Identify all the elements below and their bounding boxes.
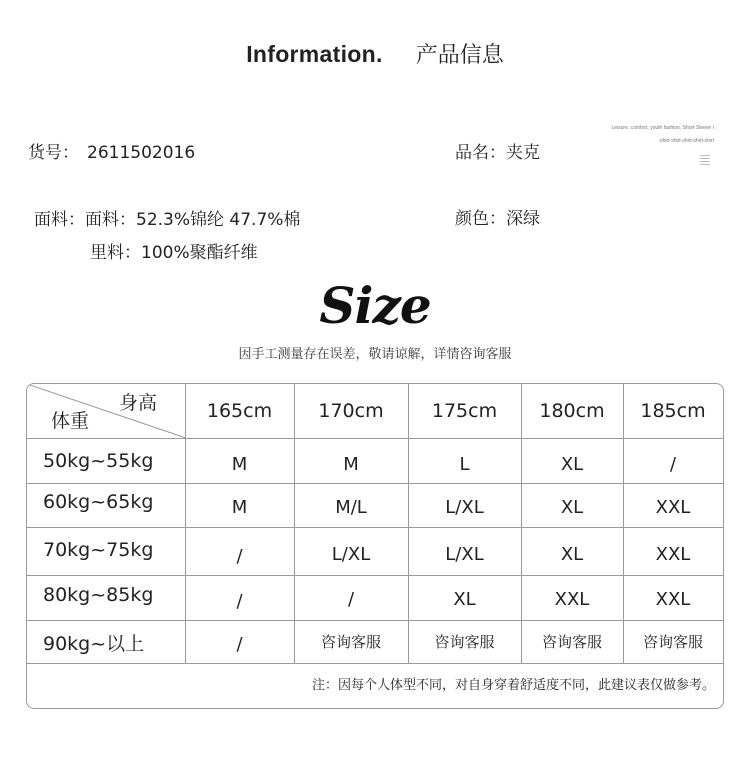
size-cell: XL <box>560 497 584 518</box>
table-divider <box>27 663 723 664</box>
title-english: Information. <box>246 41 383 67</box>
size-cell: L/XL <box>445 544 484 565</box>
size-cell: XXL <box>655 497 691 518</box>
weight-label: 70kg~75kg <box>43 539 154 561</box>
size-cell: 咨询客服 <box>642 633 703 651</box>
height-header: 180cm <box>539 400 605 422</box>
color-field <box>455 204 540 229</box>
product-name-field <box>455 138 540 163</box>
title-chinese: 产品信息 <box>415 43 504 68</box>
table-divider <box>294 384 295 663</box>
weight-label: 80kg~85kg <box>43 584 154 606</box>
fabric-label: 面料： <box>34 210 85 230</box>
size-cell: XL <box>560 544 584 565</box>
table-divider <box>27 438 723 439</box>
size-cell: / <box>236 546 243 567</box>
size-cell: / <box>347 589 355 610</box>
size-footnote: 注：因每个人体型不同，对自身穿着舒适度不同，此建议表仅做参考。 <box>311 678 715 693</box>
style-tag-line1: Leisure, comfort, youth fashion, Short Sleeve t <box>611 125 714 131</box>
menu-lines-icon <box>700 155 710 167</box>
product-name-value: 夹克 <box>506 143 540 163</box>
size-cell: L/XL <box>331 544 371 565</box>
size-cell: M <box>231 454 248 475</box>
table-divider <box>27 620 723 621</box>
corner-height-label: 身高 <box>119 392 158 414</box>
fabric-field <box>34 205 300 230</box>
size-cell: / <box>669 454 677 475</box>
style-tag <box>611 122 714 148</box>
table-divider <box>408 384 409 663</box>
fabric-lining: 里料：100%聚酯纤维 <box>90 243 258 263</box>
table-divider <box>185 384 186 663</box>
size-cell: XXL <box>655 589 691 610</box>
size-cell: M/L <box>335 497 367 518</box>
weight-label: 90kg~以上 <box>43 633 145 655</box>
height-header: 185cm <box>640 400 706 422</box>
size-cell: XXL <box>655 544 691 565</box>
measure-note: 因手工测量存在误差，敬请谅解，详情咨询客服 <box>238 347 512 362</box>
weight-label: 50kg~55kg <box>43 450 154 472</box>
size-cell: XL <box>453 589 476 610</box>
size-cell: XL <box>560 454 584 475</box>
size-cell: 咨询客服 <box>541 633 602 651</box>
fabric-outer: 面料：52.3%锦纶 47.7%棉 <box>85 210 301 230</box>
size-cell: 咨询客服 <box>434 633 495 651</box>
page-title <box>0 38 750 69</box>
sku-label: 货号： <box>28 143 79 163</box>
size-cell: L <box>459 454 470 475</box>
size-cell: / <box>236 591 243 612</box>
corner-weight-label: 体重 <box>51 410 90 432</box>
table-divider <box>27 527 723 528</box>
sku-field <box>28 138 195 163</box>
height-header: 170cm <box>318 400 384 422</box>
table-divider <box>623 384 624 663</box>
height-header: 175cm <box>431 400 498 422</box>
color-label: 颜色： <box>455 209 506 229</box>
height-header: 165cm <box>206 400 273 422</box>
weight-label: 60kg~65kg <box>43 491 154 513</box>
size-cell: 咨询客服 <box>320 633 381 651</box>
table-divider <box>521 384 522 663</box>
size-cell: L/XL <box>445 497 484 518</box>
table-divider <box>27 575 723 576</box>
table-divider <box>27 483 723 484</box>
size-logo: Size <box>319 276 431 335</box>
size-cell: XXL <box>554 589 590 610</box>
size-table <box>26 383 724 709</box>
size-cell: M <box>343 454 359 475</box>
color-value: 深绿 <box>506 209 540 229</box>
style-tag-line2: -shirt-shirt-shirt-shirt-shirt <box>658 138 714 144</box>
sku-value: 2611502016 <box>87 143 196 163</box>
size-cell: / <box>236 634 243 655</box>
product-name-label: 品名： <box>455 143 506 163</box>
size-cell: M <box>231 497 248 518</box>
